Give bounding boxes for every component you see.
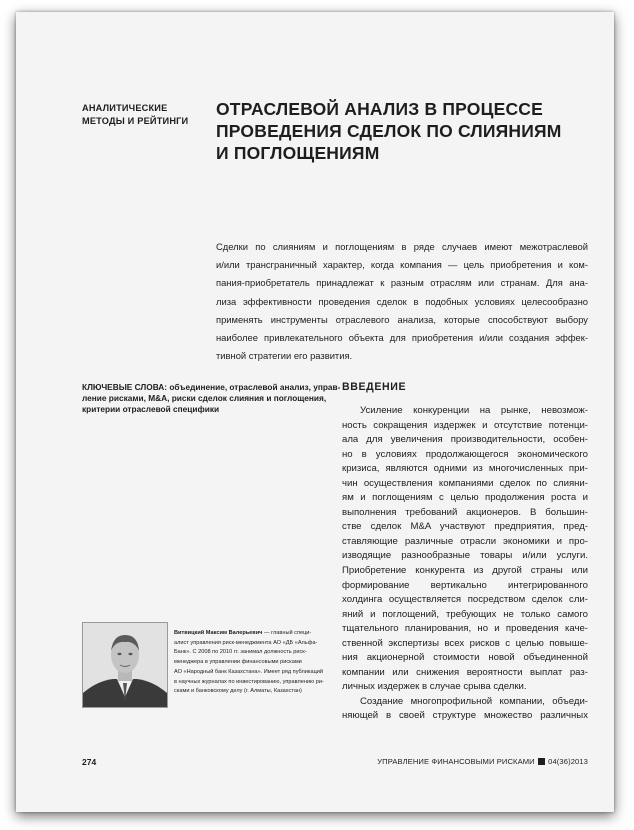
keywords-line: КЛЮЧЕВЫЕ СЛОВА: объединение, отраслевой анализ, управ- — [82, 382, 341, 392]
intro-body — [342, 404, 588, 724]
keywords-line: ление рисками, M&A, риски сделок слияния и поглощения, — [82, 393, 327, 404]
body-line: выполнения требований акционеров. В большин- — [342, 506, 588, 518]
article-title — [216, 98, 576, 164]
body-line: формирование вертикально интегрированного — [342, 579, 588, 591]
body-line: ния акционерной стоимости новой объединенной — [342, 652, 588, 664]
body-line: ставляющие различные отрасли экономики и про- — [342, 535, 588, 547]
abstract-line: наиболее привлекательного объекта для приобретения и/или создания эффек- — [216, 332, 588, 344]
abstract-line: пания-приобретатель принадлежат к разным отраслям или странам. Для ана- — [216, 277, 588, 289]
author-name: Витвицкий Максим Валерьевич — [174, 630, 263, 636]
author-bio-line: Банк». С 2008 по 2010 гг. занимал должность риск- — [174, 649, 307, 656]
abstract-line: применять инструменты отраслевого анализа, которые способствуют выбору — [216, 313, 588, 325]
body-line: яний и поглощений, требующих не только самого — [342, 608, 588, 620]
body-line: чин осуществления компаниями сделок по слияни- — [342, 477, 588, 489]
intro-heading: ВВЕДЕНИЕ — [342, 381, 407, 393]
square-separator-icon — [538, 758, 545, 765]
abstract-line: и/или трансграничный характер, когда компания — цель приобретения и ком- — [216, 259, 588, 271]
body-line: ям и поглощениям с целью продолжения роста и — [342, 492, 588, 504]
page-number: 274 — [82, 757, 97, 767]
body-line: изводящие разнообразные товары и/или услуги. — [342, 550, 588, 562]
body-line: тщательного планирования, но и проведения каче- — [342, 623, 588, 635]
issue-number: 04(36)2013 — [548, 757, 588, 766]
keywords-line: критерии отраслевой специфики — [82, 404, 220, 415]
body-line: ала для увеличения производительности, особен- — [342, 434, 588, 446]
author-portrait-image — [83, 623, 167, 707]
author-photo — [82, 622, 168, 708]
body-line: кризиса, являются одними из многочисленных при- — [342, 463, 588, 475]
abstract — [216, 238, 588, 365]
body-line: Создание многопрофильной компании, объеди- — [360, 695, 588, 707]
body-line: ственной экспертизы всех рисков с целью повыше- — [342, 637, 588, 649]
author-bio-line: алист управления риск-менеджмента АО «ДБ «Альфа- — [174, 639, 318, 646]
author-bio — [174, 629, 338, 697]
body-line: холдинга осуществляется посредством сделок сли- — [342, 594, 588, 606]
keywords — [82, 382, 341, 416]
abstract-line: Сделки по слияниям и поглощениям в ряде случаев имеют межотраслевой — [216, 241, 588, 252]
title-line: ОТРАСЛЕВОЙ АНАЛИЗ В ПРОЦЕССЕ — [216, 99, 543, 119]
body-line: стве сделок M&A участвуют предприятия, пред- — [342, 521, 588, 533]
running-footer — [377, 757, 588, 766]
body-line: ность сокращения издержек и отсутствие потенци- — [342, 419, 588, 431]
author-bio-line: сками и банковскому делу (г. Алматы, Казахстан) — [174, 688, 302, 695]
title-line: ПРОВЕДЕНИЯ СДЕЛОК ПО СЛИЯНИЯМ — [216, 121, 562, 141]
author-bio-line: — главный специ- — [262, 630, 312, 636]
journal-name: УПРАВЛЕНИЕ ФИНАНСОВЫМИ РИСКАМИ — [377, 757, 535, 766]
abstract-line: лиза эффективности проведения сделок в подобных условиях целесообразно — [216, 295, 588, 307]
body-line: няющей в своей структуре множество различных — [342, 710, 588, 722]
body-line: но в условиях продолжающегося экономического — [342, 448, 588, 460]
body-line: личных издержек в случае срыва сделки. — [342, 681, 527, 693]
author-bio-line: в научных журналах по инвестированию, управлению ри- — [174, 678, 324, 685]
author-bio-line: АО «Народный банк Казахстана». Имеет ряд публикаций — [174, 668, 324, 675]
section-label-line: АНАЛИТИЧЕСКИЕ — [82, 103, 168, 113]
section-label — [82, 102, 202, 127]
journal-page — [16, 12, 614, 812]
section-label-line: МЕТОДЫ И РЕЙТИНГИ — [82, 115, 189, 126]
title-line: И ПОГЛОЩЕНИЯМ — [216, 143, 380, 163]
abstract-line: тивной стратегии его развития. — [216, 350, 353, 362]
body-line: Усиление конкуренции на рынке, невозмож- — [360, 405, 588, 416]
body-line: компании или снижения вероятности выплат раз- — [342, 666, 588, 678]
author-bio-line: менеджера в управлении финансовыми рисками — [174, 659, 302, 666]
body-line: Приобретение конкурента из другой страны или — [342, 565, 588, 577]
